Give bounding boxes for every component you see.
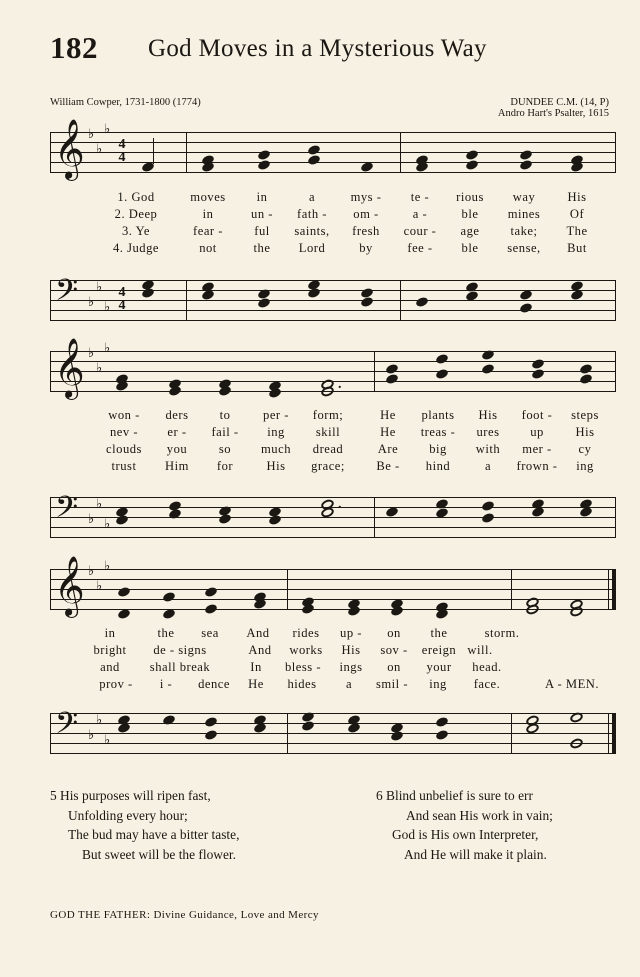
treble-clef-icon: 𝄞 xyxy=(54,338,85,398)
flat-icon: ♭ xyxy=(104,517,111,532)
flat-icon: ♭ xyxy=(96,142,103,157)
flat-icon: ♭ xyxy=(88,728,95,743)
note-head xyxy=(257,159,271,171)
note-head xyxy=(519,302,533,314)
note-head xyxy=(465,149,479,161)
lyric-line-3: and shall break In bless - ings on your head. xyxy=(100,660,502,674)
lyric-line-1: won - ders to per - form; He plants His foot - steps xyxy=(108,408,599,422)
note-head xyxy=(519,159,533,171)
note-head xyxy=(301,720,315,732)
treble-staff xyxy=(50,338,616,398)
flat-icon: ♭ xyxy=(88,127,95,142)
flat-icon: ♭ xyxy=(88,512,95,527)
lyric-line-4: trust Him for His grace; Be - hind a frown - ing xyxy=(111,459,594,473)
flat-icon: ♭ xyxy=(88,346,95,361)
flat-icon: ♭ xyxy=(104,300,111,315)
bass-clef-icon: 𝄢 xyxy=(55,491,79,532)
note-head xyxy=(579,373,593,385)
note-head xyxy=(204,586,218,598)
note-head xyxy=(162,714,176,726)
flat-icon: ♭ xyxy=(96,579,103,594)
treble-clef-icon: 𝄞 xyxy=(54,119,85,179)
flat-icon: ♭ xyxy=(104,341,111,356)
treble-staff xyxy=(50,556,616,616)
note-head xyxy=(531,358,545,370)
bass-clef-icon: 𝄢 xyxy=(55,707,79,748)
bass-staff xyxy=(50,707,616,754)
note-head xyxy=(435,716,449,728)
verse-6: 6 Blind unbelief is sure to err And sean His work in vain; God is His own Interpreter, And He will make it plain. xyxy=(376,788,553,862)
note-head xyxy=(435,729,449,741)
lyric-line-1: in the sea And rides up - on the storm. xyxy=(104,626,520,640)
note-head xyxy=(481,363,495,375)
flat-icon: ♭ xyxy=(88,295,95,310)
note-head xyxy=(579,363,593,375)
note-head xyxy=(204,729,218,741)
note-head xyxy=(531,368,545,380)
bass-clef-icon: 𝄢 xyxy=(55,274,79,315)
hymn-number: 182 xyxy=(50,30,98,65)
flat-icon: ♭ xyxy=(104,559,111,574)
flat-icon: ♭ xyxy=(96,280,103,295)
lyric-line-2: nev - er - fail - ing skill He treas - ures up His xyxy=(109,425,595,439)
bass-staff xyxy=(50,491,616,538)
note-head xyxy=(307,144,321,156)
lyric-line-2: bright de - signs And works His sov - ereign will. xyxy=(93,643,493,657)
author-credit: William Cowper, 1731-1800 (1774) xyxy=(50,97,201,108)
dot-icon: . xyxy=(338,497,342,512)
verse-5: 5 His purposes will ripen fast, Unfolding every hour; The bud may have a bitter taste, But sweet will be the flower. xyxy=(50,788,240,862)
note-head xyxy=(385,363,399,375)
note-head xyxy=(481,500,495,512)
lyric-line-2: 2. Deep in un - fath - om - a - ble mines Of xyxy=(114,207,585,221)
note-head xyxy=(204,603,218,615)
note-head xyxy=(435,368,449,380)
page-footer: GOD THE FATHER: Divine Guidance, Love and Mercy xyxy=(50,909,319,921)
dot-icon: . xyxy=(338,377,342,392)
note-head xyxy=(415,296,429,308)
tune-credit: DUNDEE C.M. (14, P) xyxy=(510,97,609,108)
half-note-head xyxy=(569,737,584,750)
time-signature: 4 4 xyxy=(118,137,126,165)
lyric-line-4: prov - i - dence He hides a smil - ing face. A - MEN. xyxy=(99,677,600,691)
note-head xyxy=(257,297,271,309)
note-head xyxy=(307,154,321,166)
note-head xyxy=(257,149,271,161)
hymn-title: God Moves in a Mysterious Way xyxy=(148,35,487,62)
flat-icon: ♭ xyxy=(96,713,103,728)
note-head xyxy=(465,159,479,171)
flat-icon: ♭ xyxy=(96,361,103,376)
flat-icon: ♭ xyxy=(104,733,111,748)
note-head xyxy=(204,716,218,728)
treble-clef-icon: 𝄞 xyxy=(54,556,85,616)
bass-staff xyxy=(50,274,616,321)
time-signature: 4 4 xyxy=(118,285,126,313)
note-head xyxy=(360,296,374,308)
flat-icon: ♭ xyxy=(104,122,111,137)
note-stem xyxy=(153,138,154,164)
note-head xyxy=(117,586,131,598)
note-head xyxy=(162,591,176,603)
treble-staff xyxy=(50,119,616,179)
tune-source: Andro Hart's Psalter, 1615 xyxy=(497,108,609,119)
lyric-line-4: 4. Judge not the Lord by fee - ble sense, But xyxy=(113,241,587,255)
note-head xyxy=(481,512,495,524)
note-head xyxy=(435,353,449,365)
flat-icon: ♭ xyxy=(88,564,95,579)
lyric-line-3: clouds you so much dread Are big with mer - cy xyxy=(106,442,592,456)
lyric-line-1: 1. God moves in a mys - te - rious way His xyxy=(117,190,587,204)
lyric-line-3: 3. Ye fear - ful saints, fresh cour - age take; The xyxy=(121,224,588,238)
flat-icon: ♭ xyxy=(96,497,103,512)
note-head xyxy=(385,373,399,385)
note-head xyxy=(519,149,533,161)
